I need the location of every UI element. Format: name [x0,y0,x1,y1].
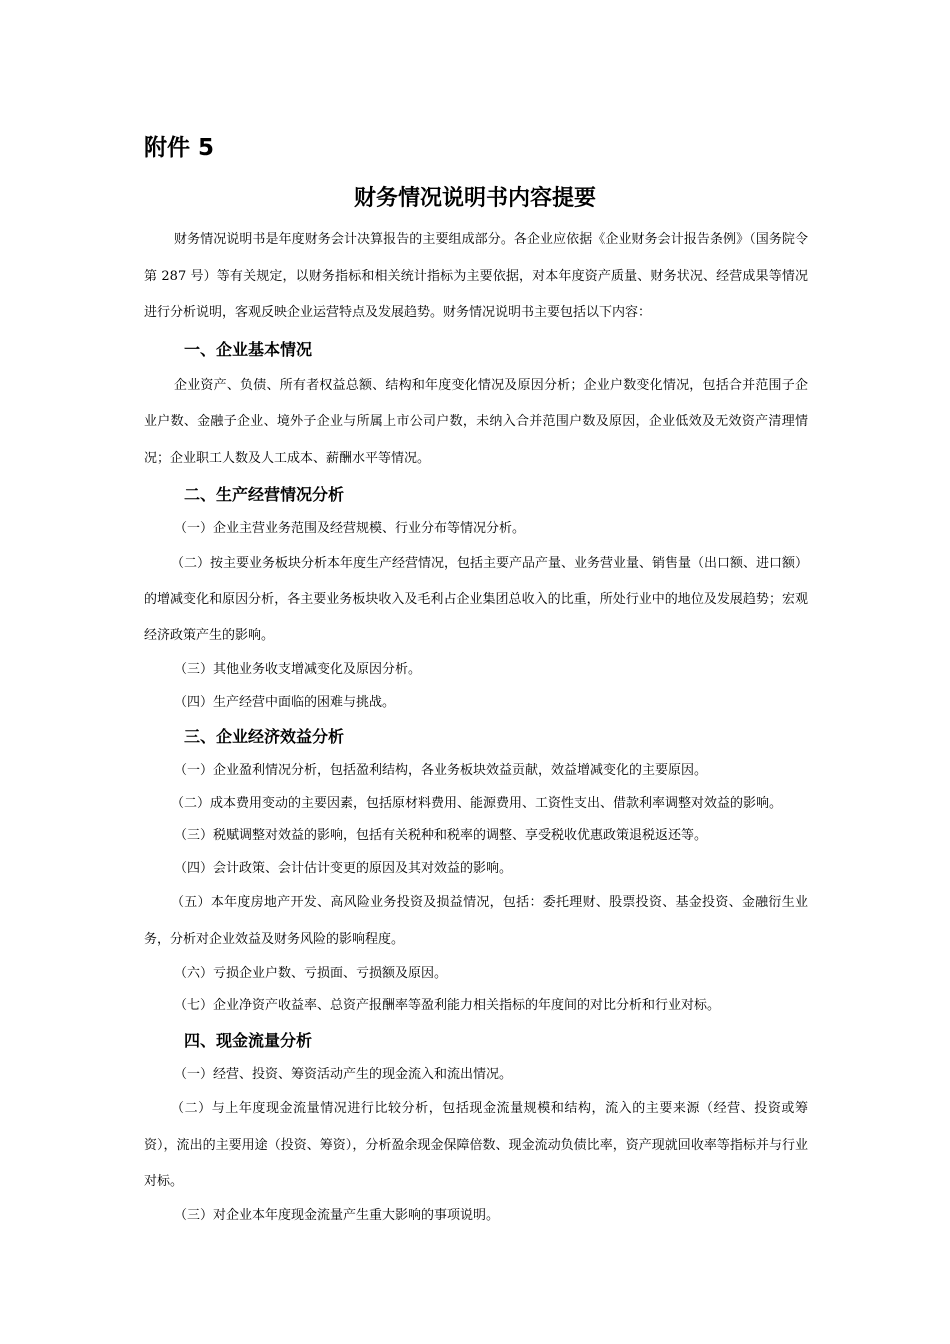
list-item: （四）会计政策、会计估计变更的原因及其对效益的影响。 [174,860,513,876]
list-item: （二）按主要业务板块分析本年度生产经营情况，包括主要产品产量、业务营业量、销售量（出口额、进口额）的增减变化和原因分析，各主要业务板块收入及毛利占企业集团总收入的比重，所处行业中的地位及发展趋势；宏观经济政策产生的影响。 [144,555,809,644]
section-heading: 二、生产经营情况分析 [184,485,345,504]
list-item: （二）与上年度现金流量情况进行比较分析，包括现金流量规模和结构，流入的主要来源（经营、投资或筹资），流出的主要用途（投资、筹资），分析盈余现金保障倍数、现金流动负债比率，资产现就回收率等指标并与行业对标。 [144,1101,808,1190]
list-item: （二）成本费用变动的主要因素，包括原材料费用、能源费用、工资性支出、借款利率调整对效益的影响。 [171,795,783,811]
list-item: （三）税赋调整对效益的影响，包括有关税种和税率的调整、享受税收优惠政策退税返还等。 [174,828,708,844]
list-item: （五）本年度房地产开发、高风险业务投资及损益情况，包括：委托理财、股票投资、基金投资、金融衍生业务，分析对企业效益及财务风险的影响程度。 [144,895,808,947]
list-item: （一）企业主营业务范围及经营规模、行业分布等情况分析。 [174,521,526,536]
section-paragraph: 企业资产、负债、所有者权益总额、结构和年度变化情况及原因分析；企业户数变化情况，包括合并范围子企业户数、金融子企业、境外子企业与所属上市公司户数，未纳入合并范围户数及原因，企业低效及无效资产清理情况；企业职工人数及人工成本、薪酬水平等情况。 [144,377,808,466]
list-item: （四）生产经营中面临的困难与挑战。 [174,694,396,710]
document-body [144,222,808,1233]
document-title: 财务情况说明书内容提要 [353,186,596,211]
section-basic-info [144,332,808,478]
section-heading: 三、企业经济效益分析 [184,727,345,747]
list-item: （一）企业盈利情况分析，包括盈利结构，各业务板块效益贡献，效益增减变化的主要原因。 [174,763,708,779]
section-heading: 四、现金流量分析 [184,1030,313,1050]
section-cash-flow-analysis [144,1023,808,1233]
section-operations-analysis [144,477,808,719]
list-item: （七）企业净资产收益率、总资产报酬率等盈利能力相关指标的年度间的对比分析和行业对标。 [174,998,721,1014]
attachment-label: 附件 5 [144,135,215,161]
section-heading: 一、企业基本情况 [184,339,313,359]
intro-paragraph: 财务情况说明书是年度财务会计决算报告的主要组成部分。各企业应依据《企业财务会计报告条例》（国务院令第 287 号）等有关规定，以财务指标和相关统计指标为主要依据，对本年度资产质量、财务状况、经营成果等情况进行分析说明，客观反映企业运营特点及发展趋势。财务情况说明书主要包括以下内容： [144,232,808,320]
list-item: （一）经营、投资、筹资活动产生的现金流入和流出情况。 [174,1066,513,1082]
list-item: （三）其他业务收支增减变化及原因分析。 [174,662,422,678]
section-economic-benefit-analysis [144,719,808,1023]
list-item: （三）对企业本年度现金流量产生重大影响的事项说明。 [174,1208,500,1224]
list-item: （六）亏损企业户数、亏损面、亏损额及原因。 [174,965,448,981]
